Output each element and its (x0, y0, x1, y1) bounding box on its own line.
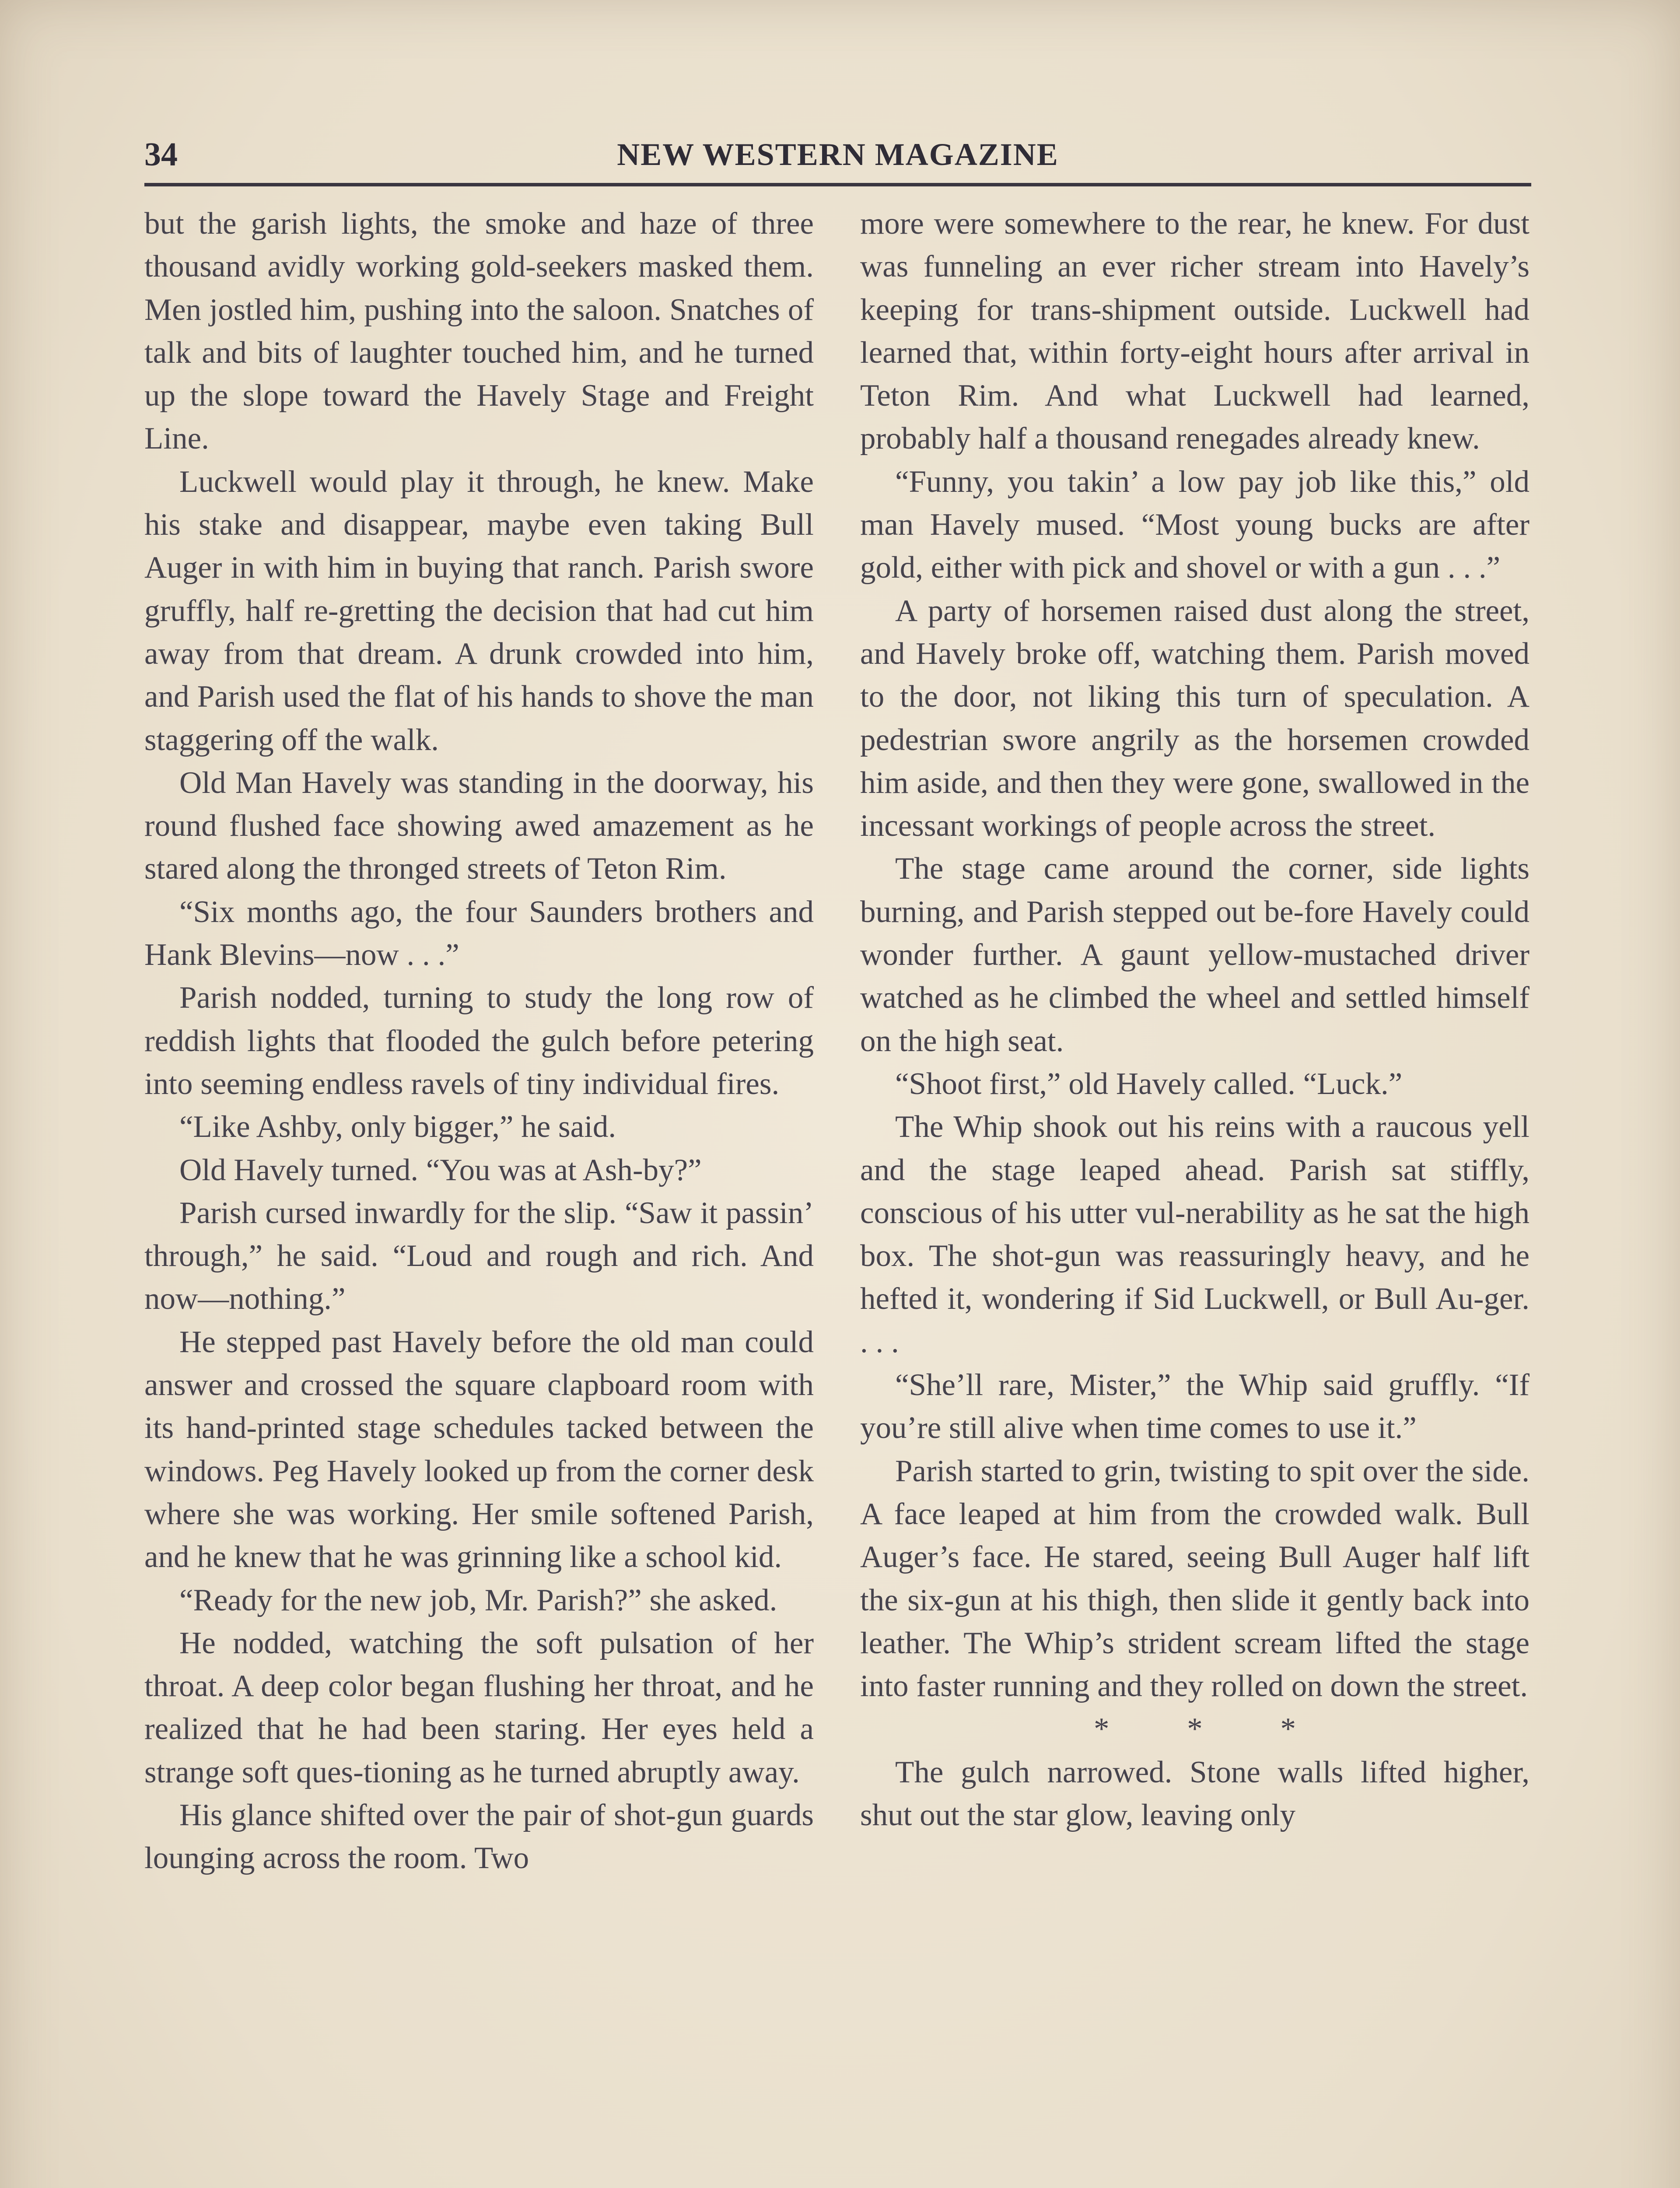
paragraph: His glance shifted over the pair of shot-gun guards lounging across the room. Two (144, 1798, 814, 1876)
paragraph: Old Man Havely was standing in the doorway, his round flushed face showing awed amazement as he stared along the thronged streets of Teton Rim. (144, 765, 814, 886)
paragraph: The Whip shook out his reins with a raucous yell and the stage leaped ahead. Parish sat stiffly, conscious of his utter vul-nerability as he sat the high box. The shot-gun was reassuringly heavy, and he hefted it, wondering if Sid Luckwell, or Bull Au-ger. . . . (860, 1110, 1530, 1359)
paragraph: The gulch narrowed. Stone walls lifted higher, shut out the star glow, leaving only (860, 1755, 1530, 1832)
paragraph: “Ready for the new job, Mr. Parish?” she asked. (179, 1583, 777, 1617)
right-column (860, 202, 1530, 1837)
header-rule (144, 183, 1531, 186)
paragraph: more were somewhere to the rear, he knew. For dust was funneling an ever richer stream into Havely’s keeping for trans-shipment outside. Luckwell had learned that, within forty-eight hours after arrival in Teton Rim. And what Luckwell had learned, probably half a thousand renegades already knew. (860, 207, 1530, 456)
paragraph: Parish cursed inwardly for the slip. “Saw it passin’ through,” he said. “Loud and rough and rich. And now—nothing.” (144, 1196, 814, 1316)
paragraph: “Like Ashby, only bigger,” he said. (179, 1110, 616, 1144)
page-number: 34 (144, 136, 178, 173)
paragraph: “Shoot first,” old Havely called. “Luck.” (895, 1066, 1403, 1101)
paragraph: Luckwell would play it through, he knew. Make his stake and disappear, maybe even taking Bull Auger in with him in buying that ranch. Parish swore gruffly, half re-gretting the decision that had cut him away from that dream. A drunk crowded into him, and Parish used the flat of his hands to shove the man staggering off the walk. (144, 464, 814, 757)
paragraph: He nodded, watching the soft pulsation of her throat. A deep color began flushing her throat, and he realized that he had been staring. Her eyes held a strange soft ques-tioning as he turned abruptly away. (144, 1626, 814, 1789)
running-header (144, 131, 1531, 179)
paragraph: A party of horsemen raised dust along the street, and Havely broke off, watching them. Parish moved to the door, not liking this turn of speculation. A pedestrian swore angrily as the horsemen crowded him aside, and then they were gone, swallowed in the incessant workings of people across the street. (860, 593, 1530, 843)
magazine-title: NEW WESTERN MAGAZINE (617, 137, 1059, 172)
paragraph: “Six months ago, the four Saunders brothers and Hank Blevins—now . . .” (144, 894, 814, 972)
left-column (144, 202, 814, 1880)
paragraph: Parish started to grin, twisting to spit over the side. A face leaped at him from the crowded walk. Bull Auger’s face. He stared, seeing Bull Auger half lift the six-gun at his thigh, then slide it gently back into leather. The Whip’s strident scream lifted the stage into faster running and they rolled on down the street. (860, 1454, 1530, 1704)
paragraph: The stage came around the corner, side lights burning, and Parish stepped out be-fore Havely could wonder further. A gaunt yellow-mustached driver watched as he climbed the wheel and settled himself on the high seat. (860, 852, 1530, 1058)
section-break: * * * (1094, 1712, 1331, 1746)
paragraph: but the garish lights, the smoke and haze of three thousand avidly working gold-seekers masked them. Men jostled him, pushing into the saloon. Snatches of talk and bits of laughter touched him, and he turned up the slope toward the Havely Stage and Freight Line. (144, 207, 814, 456)
paragraph: Parish nodded, turning to study the long row of reddish lights that flooded the gulch before petering into seeming endless ravels of tiny individual fires. (144, 981, 814, 1101)
paragraph: “She’ll rare, Mister,” the Whip said gruffly. “If you’re still alive when time comes to use it.” (860, 1368, 1530, 1445)
paragraph: Old Havely turned. “You was at Ash-by?” (179, 1153, 702, 1187)
paragraph: “Funny, you takin’ a low pay job like this,” old man Havely mused. “Most young bucks are after gold, either with pick and shovel or with a gun . . .” (860, 464, 1530, 585)
paragraph: He stepped past Havely before the old man could answer and crossed the square clapboard room with its hand-printed stage schedules tacked between the windows. Peg Havely looked up from the corner desk where she was working. Her smile softened Parish, and he knew that he was grinning like a school kid. (144, 1325, 814, 1574)
